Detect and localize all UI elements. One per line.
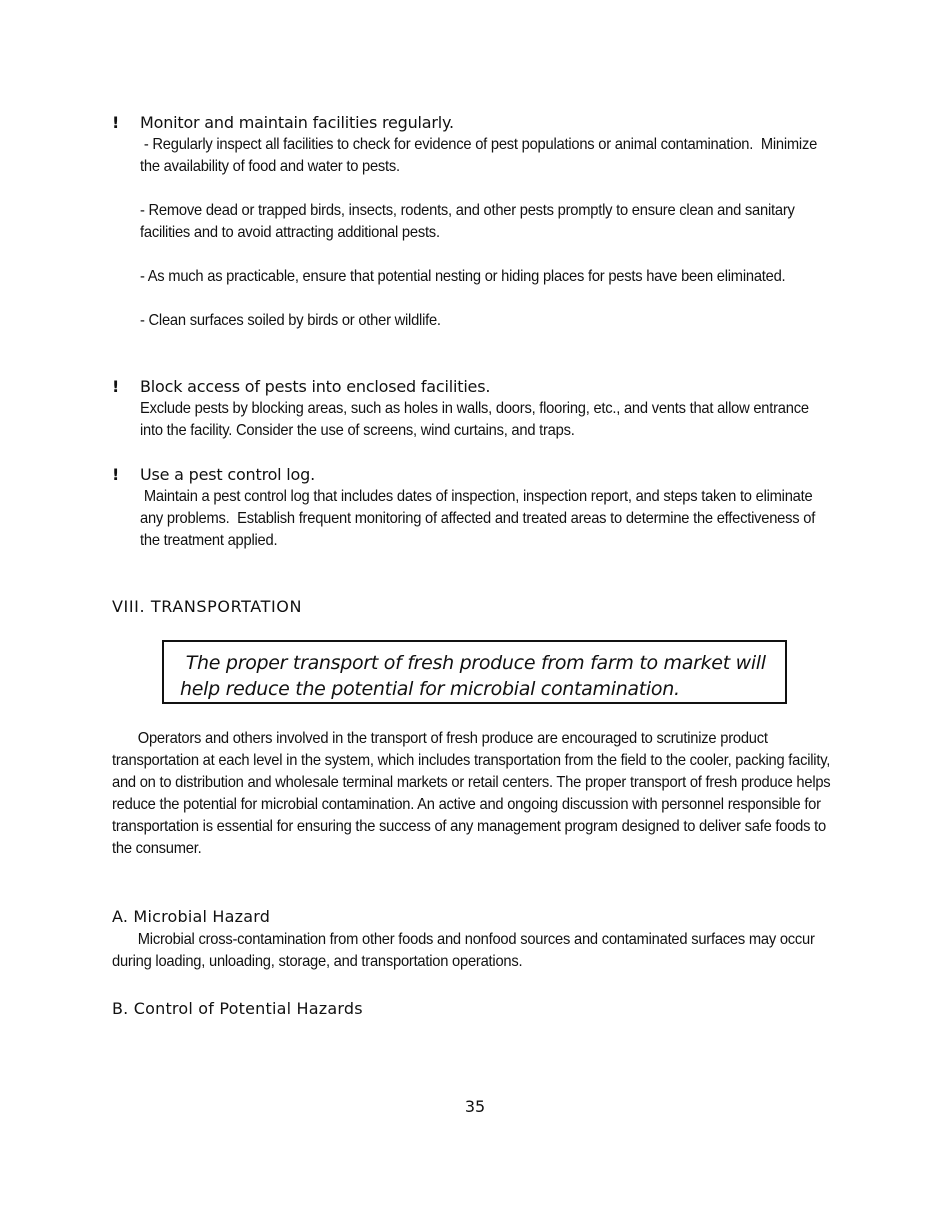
subsection-a-body (112, 929, 902, 973)
bullet-mark: ! (112, 377, 120, 396)
bullet-paragraph: Maintain a pest control log that includes dates of inspection, inspection report, and steps taken to eliminate any problems. Establish frequent monitoring of affected and treated areas to determine the effectiveness of the treatment applied. (140, 488, 819, 549)
subsection-heading-control-hazards: B. Control of Potential Hazards (112, 999, 363, 1018)
section-heading-transportation: VIII. TRANSPORTATION (112, 597, 303, 616)
bullet-paragraph: - Remove dead or trapped birds, insects, rodents, and other pests promptly to ensure clean and sanitary facilities and to avoid attracting additional pests. (140, 202, 795, 241)
bullet-content (140, 112, 900, 332)
callout-text: The proper transport of fresh produce from farm to market will help reduce the potential for microbial contamination. (180, 652, 772, 700)
bullet-title: Use a pest control log. (140, 465, 315, 484)
bullet-paragraph: - Clean surfaces soiled by birds or other wildlife. (140, 312, 441, 329)
bullet-paragraph: - As much as practicable, ensure that potential nesting or hiding places for pests have been eliminated. (140, 268, 786, 285)
bullet-paragraph: - Regularly inspect all facilities to check for evidence of pest populations or animal contamination. Minimize the availability of food and water to pests. (140, 136, 821, 175)
intro-paragraph: Operators and others involved in the transport of fresh produce are encouraged to scrutinize product transportation at each level in the system, which includes transportation from the field to the cooler, packing facility, and on to distribution and wholesale terminal markets or retail centers. The proper transport of fresh produce helps reduce the potential for microbial contamination. An active and ongoing discussion with personnel responsible for transportation is essential for ensuring the success of any management program designed to deliver safe foods to the consumer. (112, 730, 831, 857)
transportation-intro (112, 728, 902, 860)
subsection-heading-microbial-hazard: A. Microbial Hazard (112, 907, 271, 926)
subsection-a-paragraph: Microbial cross-contamination from other foods and nonfood sources and contaminated surfaces may occur during loading, unloading, storage, and transportation operations. (112, 931, 815, 970)
bullet-paragraph: Exclude pests by blocking areas, such as holes in walls, doors, flooring, etc., and vents that allow entrance into the facility. Consider the use of screens, wind curtains, and traps. (140, 400, 809, 439)
callout-box (162, 640, 787, 704)
bullet-title: Monitor and maintain facilities regularly. (140, 113, 454, 132)
page-number: 35 (464, 1097, 486, 1116)
bullet-content (140, 464, 900, 552)
bullet-title: Block access of pests into enclosed facilities. (140, 377, 491, 396)
bullet-mark: ! (112, 113, 120, 132)
bullet-content (140, 376, 900, 442)
bullet-mark: ! (112, 465, 120, 484)
